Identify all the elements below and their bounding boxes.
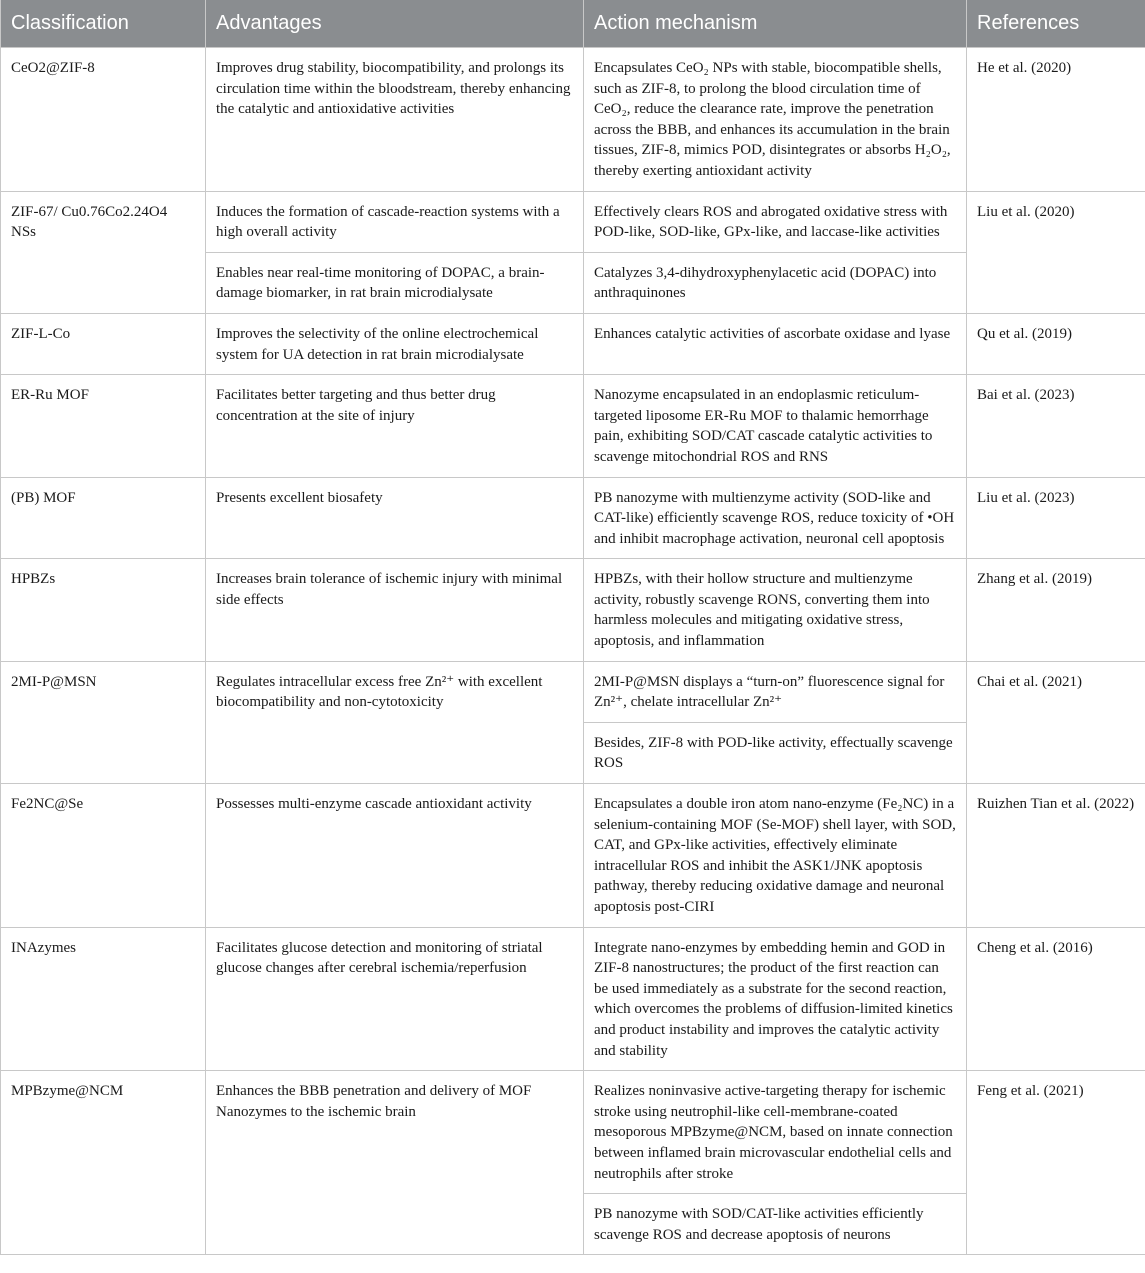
reference-cell: Cheng et al. (2016) (967, 927, 1145, 1071)
mechanism-cell: Realizes noninvasive active-targeting therapy for ischemic stroke using neutrophil-like cell-membrane-coated mesoporous MPBzyme@NCM, based on innate connection between inflamed brain microvascular endothelial cells and neutrophils after stroke (584, 1071, 967, 1194)
reference-cell: He et al. (2020) (967, 48, 1145, 192)
mechanism-cell: PB nanozyme with multienzyme activity (SOD-like and CAT-like) efficiently scavenge ROS, reduce toxicity of •OH and inhibit macrophage activation, neuronal cell apoptosis (584, 477, 967, 559)
classification-cell: Fe2NC@Se (1, 784, 206, 928)
table-row (1, 191, 1145, 252)
reference-cell: Feng et al. (2021) (967, 1071, 1145, 1255)
reference-cell: Liu et al. (2020) (967, 191, 1145, 313)
table-row (1, 784, 1145, 928)
table-body (1, 48, 1145, 1255)
classification-cell: ZIF-67/ Cu0.76Co2.24O4 NSs (1, 191, 206, 313)
reference-cell: Ruizhen Tian et al. (2022) (967, 784, 1145, 928)
reference-cell: Liu et al. (2023) (967, 477, 1145, 559)
advantages-cell: Presents excellent biosafety (206, 477, 584, 559)
header-row (1, 0, 1145, 48)
advantages-cell: Increases brain tolerance of ischemic injury with minimal side effects (206, 559, 584, 661)
advantages-cell: Improves the selectivity of the online electrochemical system for UA detection in rat brain microdialysate (206, 313, 584, 374)
classification-cell: ZIF-L-Co (1, 313, 206, 374)
mechanism-cell: Enhances catalytic activities of ascorbate oxidase and lyase (584, 313, 967, 374)
advantages-cell: Possesses multi-enzyme cascade antioxidant activity (206, 784, 584, 928)
table-row (1, 1071, 1145, 1194)
reference-cell: Bai et al. (2023) (967, 375, 1145, 477)
header-action-mechanism: Action mechanism (584, 0, 967, 48)
classification-cell: MPBzyme@NCM (1, 1071, 206, 1255)
table-row (1, 661, 1145, 722)
advantages-cell: Enables near real-time monitoring of DOPAC, a brain-damage biomarker, in rat brain microdialysate (206, 252, 584, 313)
advantages-cell: Facilitates better targeting and thus better drug concentration at the site of injury (206, 375, 584, 477)
mechanism-cell: Effectively clears ROS and abrogated oxidative stress with POD-like, SOD-like, GPx-like, and laccase-like activities (584, 191, 967, 252)
advantages-cell: Improves drug stability, biocompatibility, and prolongs its circulation time within the bloodstream, thereby enhancing the catalytic and antioxidative activities (206, 48, 584, 192)
reference-cell: Zhang et al. (2019) (967, 559, 1145, 661)
classification-cell: HPBZs (1, 559, 206, 661)
classification-cell: INAzymes (1, 927, 206, 1071)
table-row (1, 48, 1145, 192)
mechanism-cell: Besides, ZIF-8 with POD-like activity, effectually scavenge ROS (584, 722, 967, 783)
advantages-cell: Induces the formation of cascade-reaction systems with a high overall activity (206, 191, 584, 252)
reference-cell: Qu et al. (2019) (967, 313, 1145, 374)
advantages-cell: Enhances the BBB penetration and delivery of MOF Nanozymes to the ischemic brain (206, 1071, 584, 1255)
header-classification: Classification (1, 0, 206, 48)
reference-cell: Chai et al. (2021) (967, 661, 1145, 783)
mechanism-cell: Catalyzes 3,4-dihydroxyphenylacetic acid (DOPAC) into anthraquinones (584, 252, 967, 313)
table-row (1, 559, 1145, 661)
mechanism-cell: Integrate nano-enzymes by embedding hemin and GOD in ZIF-8 nanostructures; the product of the first reaction can be used immediately as a substrate for the second reaction, which overcomes the problems of diffusion-limited kinetics and product instability and improves the catalytic activity and stability (584, 927, 967, 1071)
mechanism-cell: 2MI-P@MSN displays a “turn-on” fluorescence signal for Zn²⁺, chelate intracellular Zn²⁺ (584, 661, 967, 722)
table-header (1, 0, 1145, 48)
classification-cell: ER-Ru MOF (1, 375, 206, 477)
table-row (1, 375, 1145, 477)
header-advantages: Advantages (206, 0, 584, 48)
classification-cell: (PB) MOF (1, 477, 206, 559)
header-references: References (967, 0, 1145, 48)
classification-cell: 2MI-P@MSN (1, 661, 206, 783)
mechanism-cell: Nanozyme encapsulated in an endoplasmic reticulum-targeted liposome ER-Ru MOF to thalamic hemorrhage pain, exhibiting SOD/CAT cascade catalytic activities to scavenge mitochondrial ROS and RNS (584, 375, 967, 477)
table-row (1, 313, 1145, 374)
advantages-cell: Facilitates glucose detection and monitoring of striatal glucose changes after cerebral ischemia/reperfusion (206, 927, 584, 1071)
mechanism-cell: PB nanozyme with SOD/CAT-like activities efficiently scavenge ROS and decrease apoptosis of neurons (584, 1194, 967, 1255)
classification-cell: CeO2@ZIF-8 (1, 48, 206, 192)
advantages-cell: Regulates intracellular excess free Zn²⁺ with excellent biocompatibility and non-cytotoxicity (206, 661, 584, 783)
table-row (1, 927, 1145, 1071)
mechanism-cell: HPBZs, with their hollow structure and multienzyme activity, robustly scavenge RONS, converting them into harmless molecules and mitigating oxidative stress, apoptosis, and inflammation (584, 559, 967, 661)
mechanism-cell: Encapsulates a double iron atom nano-enzyme (Fe₂NC) in a selenium-containing MOF (Se-MOF) shell layer, with SOD, CAT, and GPx-like activities, effectively eliminate intracellular ROS and inhibit the ASK1/JNK apoptosis pathway, thereby reducing oxidative damage and neuronal apoptosis post-CIRI (584, 784, 967, 928)
table-row (1, 477, 1145, 559)
mechanism-cell: Encapsulates CeO₂ NPs with stable, biocompatible shells, such as ZIF-8, to prolong the blood circulation time of CeO₂, reduce the clearance rate, improve the penetration across the BBB, and enhances its accumulation in the brain tissues, ZIF-8, mimics POD, disintegrates or absorbs H₂O₂, thereby exerting antioxidant activity (584, 48, 967, 192)
